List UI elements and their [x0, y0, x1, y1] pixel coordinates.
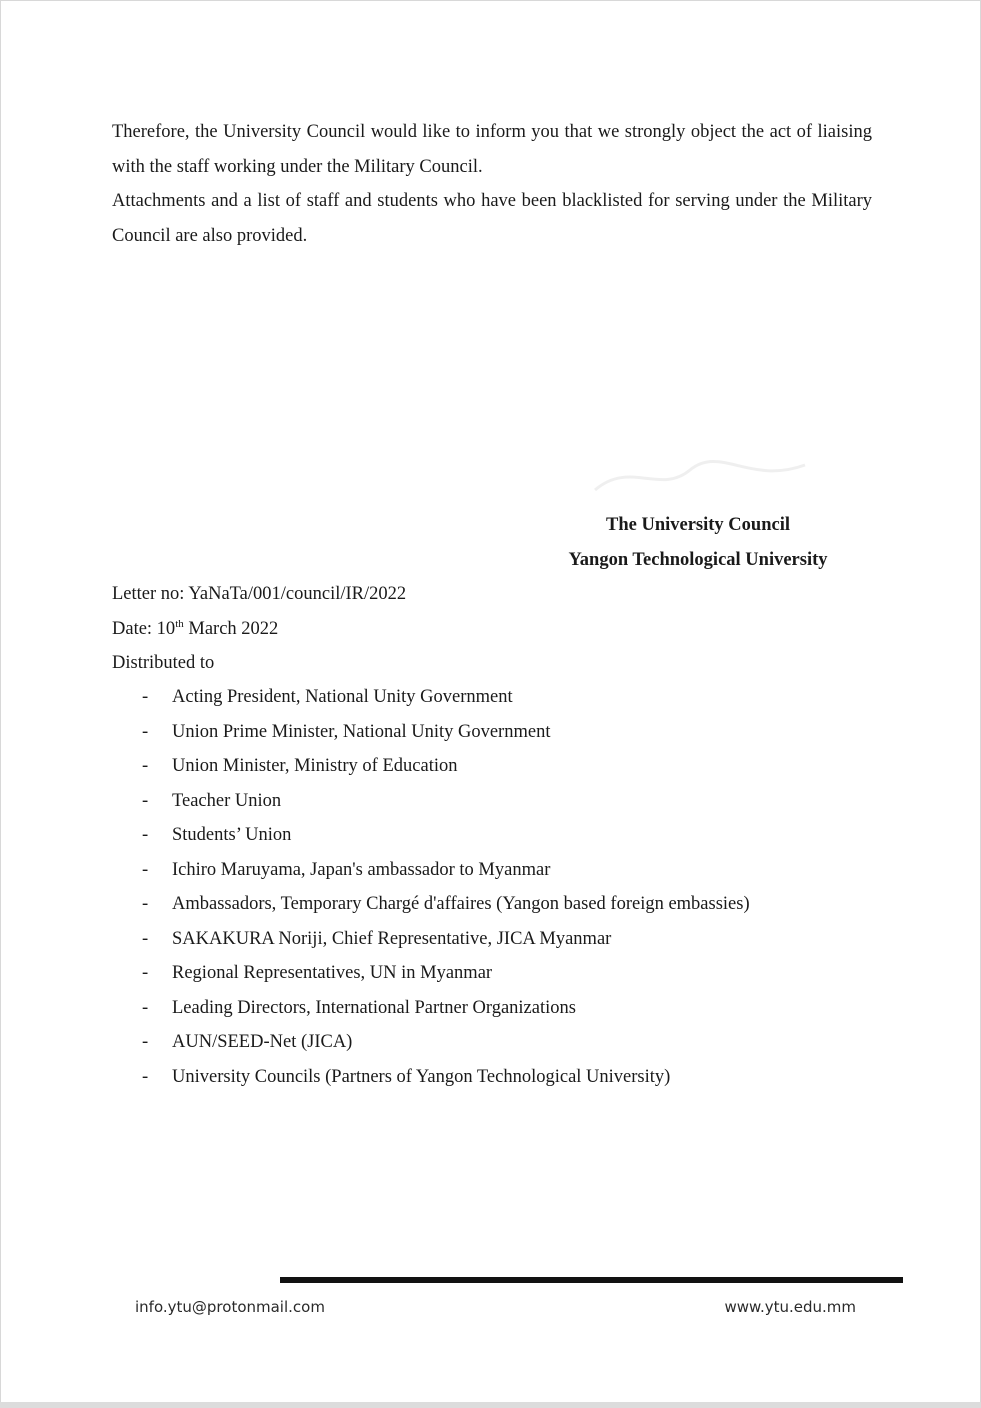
distribution-item	[112, 991, 750, 1026]
distribution-list	[112, 680, 750, 1094]
page-bottom-edge	[0, 1402, 981, 1408]
list-dash: -	[142, 1066, 149, 1087]
footer-website: www.ytu.edu.mm	[724, 1298, 856, 1316]
distribution-item	[112, 749, 750, 784]
distribution-item	[112, 818, 750, 853]
signature-mark	[590, 450, 810, 502]
distribution-item-text: SAKAKURA Noriji, Chief Representative, JICA Myanmar	[172, 928, 612, 949]
distribution-item	[112, 887, 750, 922]
distribution-item	[112, 956, 750, 991]
distribution-item	[112, 1060, 750, 1095]
letter-body	[112, 115, 872, 253]
distribution-item-text: University Councils (Partners of Yangon Technological University)	[172, 1066, 671, 1087]
distribution-item	[112, 1025, 750, 1060]
distributed-to-label: Distributed to	[112, 653, 215, 673]
distribution-item-text: Leading Directors, International Partner Organizations	[172, 997, 576, 1018]
distribution-item-text: Regional Representatives, UN in Myanmar	[172, 963, 493, 983]
letter-meta	[112, 577, 406, 681]
letter-number: Letter no: YaNaTa/001/council/IR/2022	[112, 584, 407, 604]
list-dash: -	[142, 1032, 149, 1052]
distribution-item-text: Students’ Union	[172, 825, 292, 845]
distribution-item-text: Acting President, National Unity Government	[172, 687, 513, 707]
footer-email: info.ytu@protonmail.com	[135, 1298, 325, 1316]
distribution-item-text: Ambassadors, Temporary Chargé d'affaires (Yangon based foreign embassies)	[172, 894, 750, 914]
list-dash: -	[142, 894, 149, 914]
distribution-item	[112, 715, 750, 750]
distribution-item-text: Union Minister, Ministry of Education	[172, 756, 458, 776]
distribution-item	[112, 784, 750, 819]
distribution-item-text: Union Prime Minister, National Unity Government	[172, 721, 551, 742]
list-dash: -	[142, 825, 149, 845]
date-prefix: Date: 10	[112, 618, 176, 639]
distribution-item	[112, 680, 750, 715]
signature-block	[540, 508, 856, 577]
signature-university: Yangon Technological University	[568, 549, 828, 570]
body-paragraph-attachments: Attachments and a list of staff and students who have been blacklisted for serving under the Military Council are also provided.	[112, 191, 872, 246]
letter-date	[112, 612, 406, 647]
distribution-item-text: Teacher Union	[172, 790, 282, 811]
signature-council: The University Council	[606, 515, 790, 535]
list-dash: -	[142, 721, 149, 742]
distribution-item	[112, 853, 750, 888]
distribution-item-text: AUN/SEED-Net (JICA)	[172, 1032, 353, 1052]
list-dash: -	[142, 756, 149, 776]
list-dash: -	[142, 859, 149, 880]
list-dash: -	[142, 790, 149, 811]
list-dash: -	[142, 997, 149, 1018]
footer-rule	[280, 1277, 903, 1283]
body-paragraph-objection: Therefore, the University Council would like to inform you that we strongly object the act of liaising with the staff working under the Military Council.	[112, 122, 872, 177]
list-dash: -	[142, 687, 149, 707]
distribution-item-text: Ichiro Maruyama, Japan's ambassador to Myanmar	[172, 859, 551, 880]
list-dash: -	[142, 963, 149, 983]
distribution-item	[112, 922, 750, 957]
list-dash: -	[142, 928, 149, 949]
date-rest: March 2022	[183, 618, 279, 639]
date-ordinal: th	[175, 617, 184, 630]
